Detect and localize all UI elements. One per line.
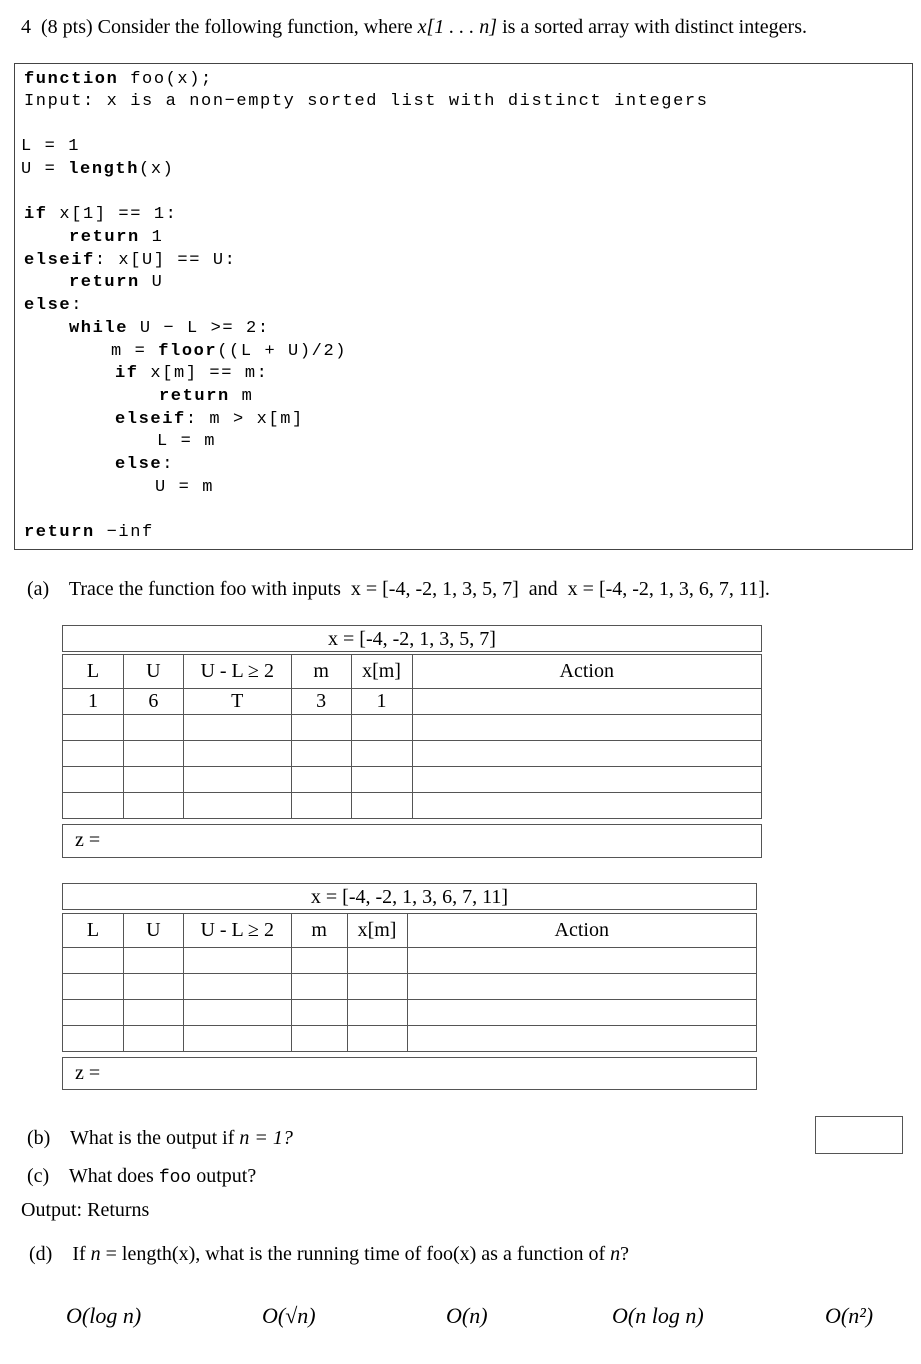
code-line: m = floor((L + U)/2) (111, 342, 348, 361)
cell-L[interactable] (63, 1026, 124, 1052)
part-d-text-end: ? (620, 1243, 630, 1265)
cell-xm[interactable] (351, 715, 412, 741)
table-row (63, 793, 762, 819)
part-c-text: What does (68, 1165, 154, 1187)
table-row (63, 974, 757, 1000)
cell-L[interactable] (63, 741, 124, 767)
part-b-text: What is the output if (69, 1127, 235, 1149)
cell-action[interactable] (407, 1026, 756, 1052)
cell-L[interactable] (63, 793, 124, 819)
table-header-row (63, 655, 762, 689)
header-action: Action (407, 914, 756, 948)
cell-xm: 1 (351, 689, 412, 715)
code-line: Input: x is a non−empty sorted list with distinct integers (24, 92, 709, 111)
cell-action[interactable] (407, 1000, 756, 1026)
part-a-input1: x = [-4, -2, 1, 3, 5, 7] (350, 578, 519, 600)
code-line: if x[m] == m: (115, 364, 269, 383)
cell-U[interactable] (123, 793, 183, 819)
cell-m[interactable] (291, 741, 351, 767)
part-c-function: foo (158, 1168, 192, 1188)
cell-action[interactable] (412, 715, 762, 741)
trace-table-2-title: x = [-4, -2, 1, 3, 6, 7, 11] (62, 883, 757, 910)
cell-U[interactable] (123, 974, 183, 1000)
code-line: return 1 (69, 228, 164, 247)
header-condition: U - L ≥ 2 (183, 914, 291, 948)
cell-condition[interactable] (183, 741, 291, 767)
cell-L[interactable] (63, 974, 124, 1000)
table-row (63, 741, 762, 767)
result-z-2[interactable] (62, 1057, 757, 1090)
cell-U[interactable] (123, 741, 183, 767)
cell-U[interactable] (123, 767, 183, 793)
cell-L[interactable] (63, 948, 124, 974)
cell-m[interactable] (291, 767, 351, 793)
cell-U: 6 (123, 689, 183, 715)
z-label: z = (75, 1062, 101, 1084)
table-row (63, 1000, 757, 1026)
code-line: else: (115, 455, 175, 474)
cell-U[interactable] (123, 948, 183, 974)
z-label: z = (75, 829, 101, 851)
part-a-text: Trace the function foo with inputs (68, 578, 341, 600)
code-line: L = 1 (21, 137, 81, 156)
cell-L[interactable] (63, 1000, 124, 1026)
cell-U[interactable] (123, 1026, 183, 1052)
cell-L: 1 (63, 689, 124, 715)
cell-m[interactable] (291, 1026, 347, 1052)
cell-condition: T (183, 689, 291, 715)
option-n[interactable]: O(n) (446, 1303, 488, 1328)
cell-xm[interactable] (351, 793, 412, 819)
part-a-and: and (528, 578, 558, 600)
table-row (63, 948, 757, 974)
part-c-prompt (27, 1166, 256, 1187)
code-listing (14, 63, 913, 550)
cell-U[interactable] (123, 1000, 183, 1026)
part-d-text-prefix: If (72, 1243, 86, 1265)
header-action: Action (412, 655, 762, 689)
cell-condition[interactable] (183, 1000, 291, 1026)
option-sqrt-n[interactable]: O(√n) (262, 1303, 316, 1328)
code-line: while U − L >= 2: (69, 319, 270, 338)
cell-xm[interactable] (347, 948, 407, 974)
cell-xm[interactable] (347, 1000, 407, 1026)
trace-table-1 (62, 654, 762, 819)
part-b-condition: n = 1? (239, 1127, 293, 1149)
cell-condition[interactable] (183, 715, 291, 741)
code-line: U = m (155, 478, 215, 497)
cell-action[interactable] (412, 793, 762, 819)
trace-table-2 (62, 913, 757, 1052)
part-c-output-label: Output: Returns (21, 1199, 150, 1221)
code-line: if x[1] == 1: (24, 205, 178, 224)
option-log-n[interactable]: O(log n) (66, 1303, 142, 1328)
option-n-squared[interactable]: O(n²) (825, 1303, 874, 1328)
header-xm: x[m] (351, 655, 412, 689)
table-row (63, 1026, 757, 1052)
cell-condition[interactable] (183, 948, 291, 974)
table-header-row (63, 914, 757, 948)
cell-condition[interactable] (183, 767, 291, 793)
cell-m[interactable] (291, 948, 347, 974)
header-L: L (63, 655, 124, 689)
code-line: L = m (157, 432, 217, 451)
cell-m[interactable] (291, 1000, 347, 1026)
question-intro-tail: is a sorted array with distinct integers. (502, 16, 807, 38)
header-U: U (123, 914, 183, 948)
cell-condition[interactable] (183, 974, 291, 1000)
part-d-n-variable-2: n (610, 1243, 621, 1265)
header-m: m (291, 914, 347, 948)
code-line: return m (159, 387, 254, 406)
part-b-prompt (27, 1128, 293, 1148)
part-d-prompt (29, 1244, 629, 1264)
cell-L[interactable] (63, 767, 124, 793)
code-line: elseif: x[U] == U: (24, 251, 237, 270)
cell-xm[interactable] (351, 741, 412, 767)
code-line: elseif: m > x[m] (115, 410, 304, 429)
cell-action[interactable] (407, 974, 756, 1000)
cell-m[interactable] (291, 793, 351, 819)
cell-action[interactable] (412, 689, 762, 715)
header-U: U (123, 655, 183, 689)
header-m: m (291, 655, 351, 689)
part-d-label: (d) (29, 1243, 53, 1265)
part-b-label: (b) (27, 1127, 51, 1149)
result-z-1[interactable] (62, 824, 762, 858)
part-d-n-variable: n (90, 1243, 101, 1265)
part-d-text-mid: = length(x), what is the running time of foo(x) as a function of (105, 1243, 606, 1265)
cell-xm[interactable] (347, 1026, 407, 1052)
code-line: return −inf (24, 523, 154, 542)
part-c-label: (c) (27, 1165, 50, 1187)
table-row (63, 715, 762, 741)
cell-m: 3 (291, 689, 351, 715)
cell-action[interactable] (412, 767, 762, 793)
question-intro: Consider the following function, where (97, 16, 413, 38)
cell-m[interactable] (291, 715, 351, 741)
code-line: function foo(x); (24, 70, 213, 89)
trace-table-1-title: x = [-4, -2, 1, 3, 5, 7] (62, 625, 762, 652)
cell-condition[interactable] (183, 793, 291, 819)
cell-L[interactable] (63, 715, 124, 741)
cell-action[interactable] (412, 741, 762, 767)
array-expression: x[1 . . . n] (417, 16, 498, 38)
code-line: else: (24, 296, 84, 315)
part-a-label: (a) (27, 578, 50, 600)
cell-m[interactable] (291, 974, 347, 1000)
part-b-answer-box[interactable] (815, 1116, 903, 1154)
header-L: L (63, 914, 124, 948)
part-a-prompt (27, 579, 770, 599)
table-row (63, 689, 762, 715)
code-line: return U (69, 273, 164, 292)
cell-action[interactable] (407, 948, 756, 974)
part-a-input2: x = [-4, -2, 1, 3, 6, 7, 11]. (567, 578, 770, 600)
cell-xm[interactable] (351, 767, 412, 793)
part-c-text-suffix: output? (196, 1165, 257, 1187)
code-line: U = length(x) (21, 160, 175, 179)
question-points: (8 pts) (41, 16, 93, 38)
question-header (21, 17, 807, 37)
cell-U[interactable] (123, 715, 183, 741)
header-xm: x[m] (347, 914, 407, 948)
option-n-log-n[interactable]: O(n log n) (612, 1303, 704, 1328)
header-condition: U - L ≥ 2 (183, 655, 291, 689)
question-number: 4 (21, 16, 31, 38)
table-row (63, 767, 762, 793)
cell-condition[interactable] (183, 1026, 291, 1052)
cell-xm[interactable] (347, 974, 407, 1000)
